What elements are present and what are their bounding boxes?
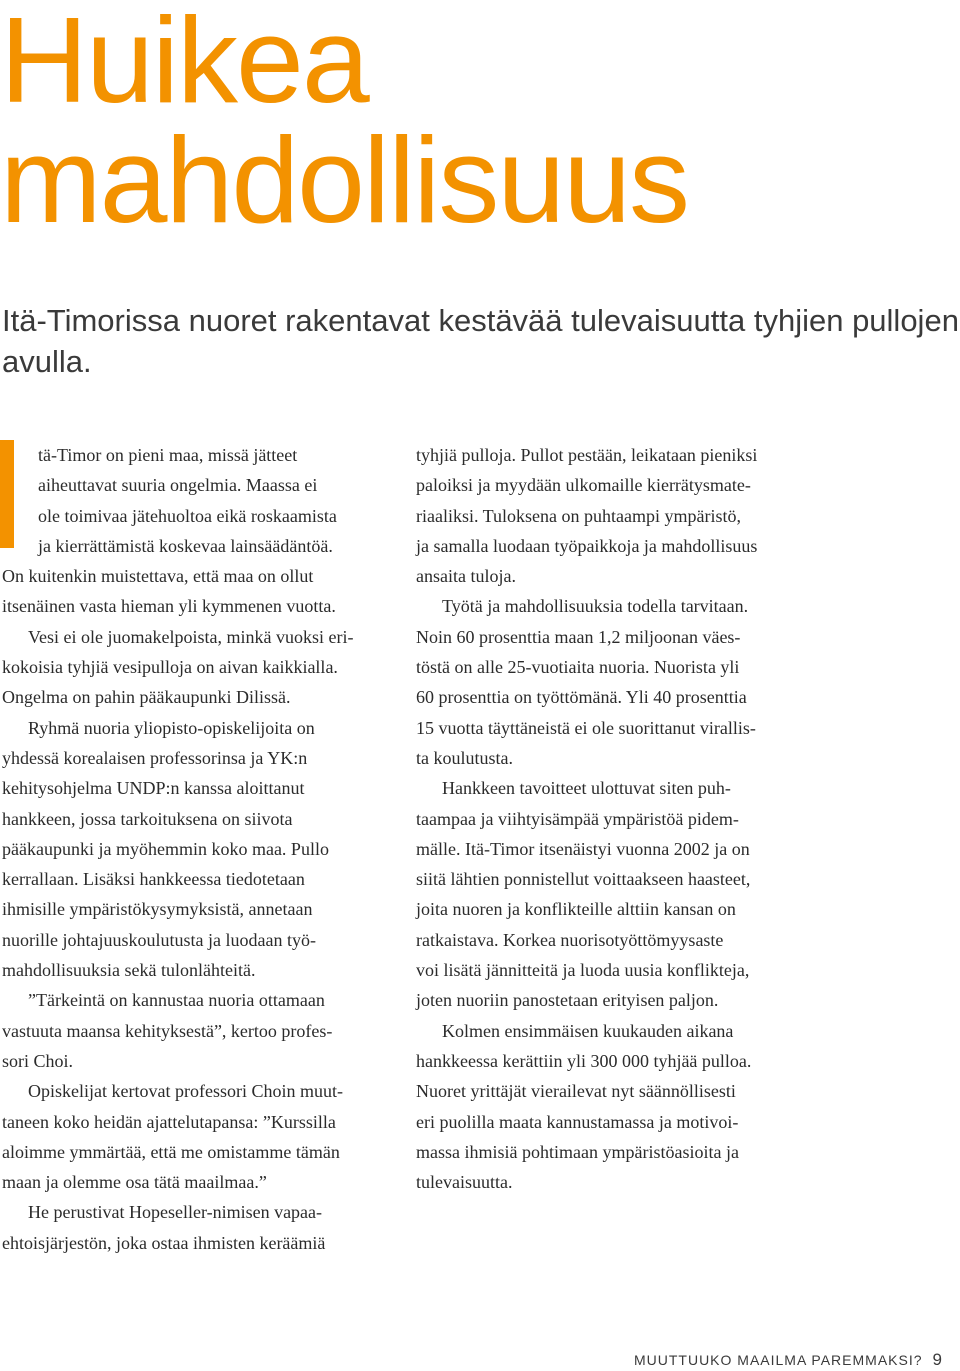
text-line: tyhjiä pulloja. Pullot pestään, leikataan pieniksi <box>416 445 758 465</box>
text-line: He perustivat Hopeseller-nimisen vapaa- <box>28 1202 323 1223</box>
text-line: Noin 60 prosenttia maan 1,2 miljoonan väes- <box>416 626 741 647</box>
text-line: maan ja olemme osa tätä maailmaa.” <box>2 1172 267 1193</box>
text-line: yhdessä korealaisen professorinsa ja YK:n <box>2 747 308 768</box>
left-paragraph-3 <box>2 713 380 986</box>
text-line: Ongelma on pahin pääkaupunki Dilissä. <box>2 687 291 708</box>
text-line: taneen koko heidän ajattelutapansa: ”Kurssilla <box>2 1111 336 1132</box>
left-paragraph-4 <box>2 985 380 1076</box>
article-lead <box>2 300 960 382</box>
text-line: Opiskelijat kertovat professori Choin muut- <box>28 1081 343 1102</box>
text-line: riaaliksi. Tuloksena on puhtaampi ympäristö, <box>416 505 741 526</box>
text-line: tulevaisuutta. <box>416 1172 513 1193</box>
text-line: kokoisia tyhjiä vesipulloja on aivan kaikkialla. <box>2 657 338 678</box>
right-paragraph-1 <box>416 440 801 591</box>
text-line: ”Tärkeintä on kannustaa nuoria ottamaan <box>28 990 325 1011</box>
text-line: tä-Timor on pieni maa, missä jätteet <box>38 445 298 465</box>
text-line: mahdollisuuksia sekä tulonlähteitä. <box>2 960 256 981</box>
text-line: töstä on alle 25-vuotiaita nuoria. Nuorista yli <box>416 657 740 678</box>
text-line: sori Choi. <box>2 1050 74 1071</box>
text-line: ansaita tuloja. <box>416 566 516 587</box>
text-line: joita nuoren ja konflikteille alttiin kansan on <box>416 899 736 920</box>
text-line: ihmisille ympäristökysymyksistä, annetaan <box>2 899 313 920</box>
title-line-1: Huikea <box>0 0 368 128</box>
left-paragraph-5 <box>2 1076 380 1197</box>
page-footer <box>634 1351 942 1369</box>
text-line: joten nuoriin panostetaan erityisen paljon. <box>416 990 719 1011</box>
text-line: Kolmen ensimmäisen kuukauden aikana <box>442 1020 734 1041</box>
text-line: aloimme ymmärtää, että me omistamme tämän <box>2 1141 340 1162</box>
text-line: pääkaupunki ja myöhemmin koko maa. Pullo <box>2 838 329 859</box>
lead-line-1: Itä-Timorissa nuoret rakentavat kestävää <box>2 303 563 338</box>
running-title: MUUTTUUKO MAAILMA PAREMMAKSI? <box>633 1352 923 1368</box>
right-paragraph-4 <box>416 1016 801 1198</box>
text-line: vastuuta maansa kehityksestä”, kertoo profes- <box>2 1020 333 1041</box>
right-paragraph-3 <box>416 773 801 1015</box>
text-line: mälle. Itä-Timor itsenäistyi vuonna 2002 ja on <box>416 838 750 859</box>
text-line: ole toimivaa jätehuoltoa eikä roskaamista <box>38 505 337 526</box>
text-line: Nuoret yrittäjät vierailevat nyt säännöllisesti <box>416 1081 736 1102</box>
text-line: kerrallaan. Lisäksi hankkeessa tiedotetaan <box>2 869 305 890</box>
text-line: ratkaistava. Korkea nuorisotyöttömyysaste <box>416 929 724 950</box>
text-line: Työtä ja mahdollisuuksia todella tarvitaan. <box>442 596 749 617</box>
title-line-2: mahdollisuus <box>0 112 689 248</box>
text-line: hankkeessa kerättiin yli 300 000 tyhjää pulloa. <box>416 1050 752 1071</box>
text-line: 60 prosenttia on työttömänä. Yli 40 prosenttia <box>416 687 747 708</box>
text-line: ja kierrättämistä koskevaa lainsäädäntöä. <box>38 535 333 556</box>
left-paragraph-1 <box>2 440 380 622</box>
article-title <box>0 0 689 248</box>
text-line: eri puolilla maata kannustamassa ja motivoi- <box>416 1111 739 1132</box>
text-line: itsenäinen vasta hieman yli kymmenen vuotta. <box>2 596 336 617</box>
text-line: ta koulutusta. <box>416 747 513 768</box>
text-line: Hankkeen tavoitteet ulottuvat siten puh- <box>442 778 731 799</box>
right-column <box>416 440 801 1197</box>
text-line: 15 vuotta täyttäneistä ei ole suorittanut virallis- <box>416 717 756 738</box>
text-line: voi lisätä jännitteitä ja luoda uusia konflikteja, <box>416 960 750 981</box>
lead-line-2: tulevaisuutta tyhjien pullojen avulla. <box>2 303 959 379</box>
text-line: taampaa ja viihtyisämpää ympäristöä pidem- <box>416 808 739 829</box>
text-line: ja samalla luodaan työpaikkoja ja mahdollisuus <box>416 535 758 556</box>
text-line: kehitysohjelma UNDP:n kanssa aloittanut <box>2 778 305 799</box>
text-line: Vesi ei ole juomakelpoista, minkä vuoksi eri- <box>28 626 354 647</box>
left-paragraph-2 <box>2 622 380 713</box>
left-paragraph-6 <box>2 1197 380 1258</box>
text-line: On kuitenkin muistettava, että maa on ollut <box>2 566 314 587</box>
text-line: massa ihmisiä pohtimaan ympäristöasioita ja <box>416 1141 739 1162</box>
text-line: ehtoisjärjestön, joka ostaa ihmisten keräämiä <box>2 1232 326 1253</box>
text-line: hankkeen, jossa tarkoituksena on siivota <box>2 808 293 829</box>
text-line: nuorille johtajuuskoulutusta ja luodaan työ- <box>2 929 316 950</box>
text-line: Ryhmä nuoria yliopisto-opiskelijoita on <box>28 717 315 738</box>
right-paragraph-2 <box>416 591 801 773</box>
page-number: 9 <box>932 1350 942 1369</box>
text-line: aiheuttavat suuria ongelmia. Maassa ei <box>38 475 318 496</box>
text-line: paloiksi ja myydään ulkomaille kierrätysmate- <box>416 475 751 496</box>
left-column <box>2 440 380 1258</box>
text-line: siitä lähtien ponnistellut voittaakseen haasteet, <box>416 869 751 890</box>
